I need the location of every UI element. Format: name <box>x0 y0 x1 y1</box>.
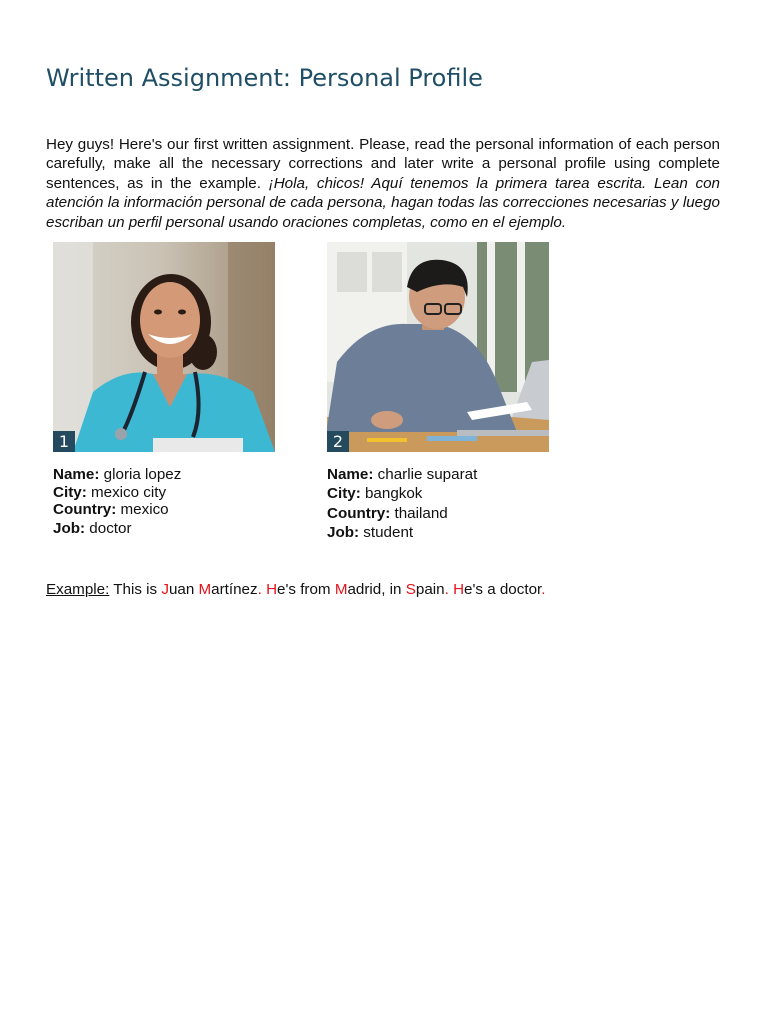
example-corrected-char: . <box>541 581 546 598</box>
city-row <box>327 484 477 503</box>
country-row <box>53 501 181 520</box>
field-value: mexico <box>120 500 169 518</box>
example-corrected-char: S <box>405 581 416 598</box>
example-corrected-char: H <box>266 581 278 598</box>
example-text: artínez <box>211 581 258 598</box>
photo-number-badge: 1 <box>53 431 75 452</box>
profile-info-1 <box>53 466 181 537</box>
example-body <box>109 581 545 598</box>
field-value: doctor <box>89 519 132 537</box>
instructions-paragraph <box>46 135 720 232</box>
field-value: mexico city <box>90 483 167 501</box>
field-label: Job: <box>327 523 360 541</box>
page-title: Written Assignment: Personal Profile <box>46 64 483 92</box>
field-label: Name: <box>53 466 100 483</box>
job-row <box>53 520 181 538</box>
example-text: This is <box>109 581 162 598</box>
example-label: Example: <box>46 581 110 598</box>
photo-number-badge: 2 <box>327 431 349 452</box>
field-label: Job: <box>53 519 86 537</box>
field-value: thailand <box>394 504 448 522</box>
field-value: bangkok <box>364 485 423 503</box>
job-row <box>327 523 477 542</box>
profile-photo-doctor <box>53 242 275 452</box>
example-corrected-char: M <box>334 581 348 598</box>
example-corrected-char: J <box>161 581 169 598</box>
field-value: gloria lopez <box>103 466 182 483</box>
example-corrected-char: . <box>444 581 449 598</box>
example-text: uan <box>168 581 199 598</box>
instructions-english: Hey guys! Here's our first written assignment. Please, read the personal information of each person carefully, make all the necessary corrections and later write a personal profile using complete sentences, as in the example. <box>46 136 720 192</box>
name-row <box>53 466 181 484</box>
field-label: Country: <box>327 504 391 522</box>
profile-photo-student <box>327 242 549 452</box>
field-label: Country: <box>53 500 117 518</box>
field-label: Name: <box>327 466 374 483</box>
example-corrected-char: . <box>257 581 262 598</box>
example-corrected-char: H <box>453 581 465 598</box>
city-row <box>53 484 181 501</box>
example-text: pain <box>415 581 445 598</box>
field-label: City: <box>327 485 361 503</box>
example-text: e's a doctor <box>464 581 542 598</box>
example-text: e's from <box>277 581 335 598</box>
instructions-spanish: ¡Hola, chicos! Aquí tenemos la primera tarea escrita. Lean con atención la información personal de cada persona, hagan todas las correcciones necesarias y luego escriban un perfil personal usando oraciones completas, como en el ejemplo. <box>46 174 720 231</box>
example-sentence <box>46 581 545 598</box>
field-label: City: <box>53 483 87 501</box>
country-row <box>327 504 477 523</box>
example-corrected-char: M <box>198 581 212 598</box>
field-value: student <box>363 523 414 541</box>
field-value: charlie suparat <box>377 466 478 483</box>
name-row <box>327 465 477 484</box>
profile-info-2 <box>327 465 477 542</box>
example-text: adrid, in <box>347 581 406 598</box>
